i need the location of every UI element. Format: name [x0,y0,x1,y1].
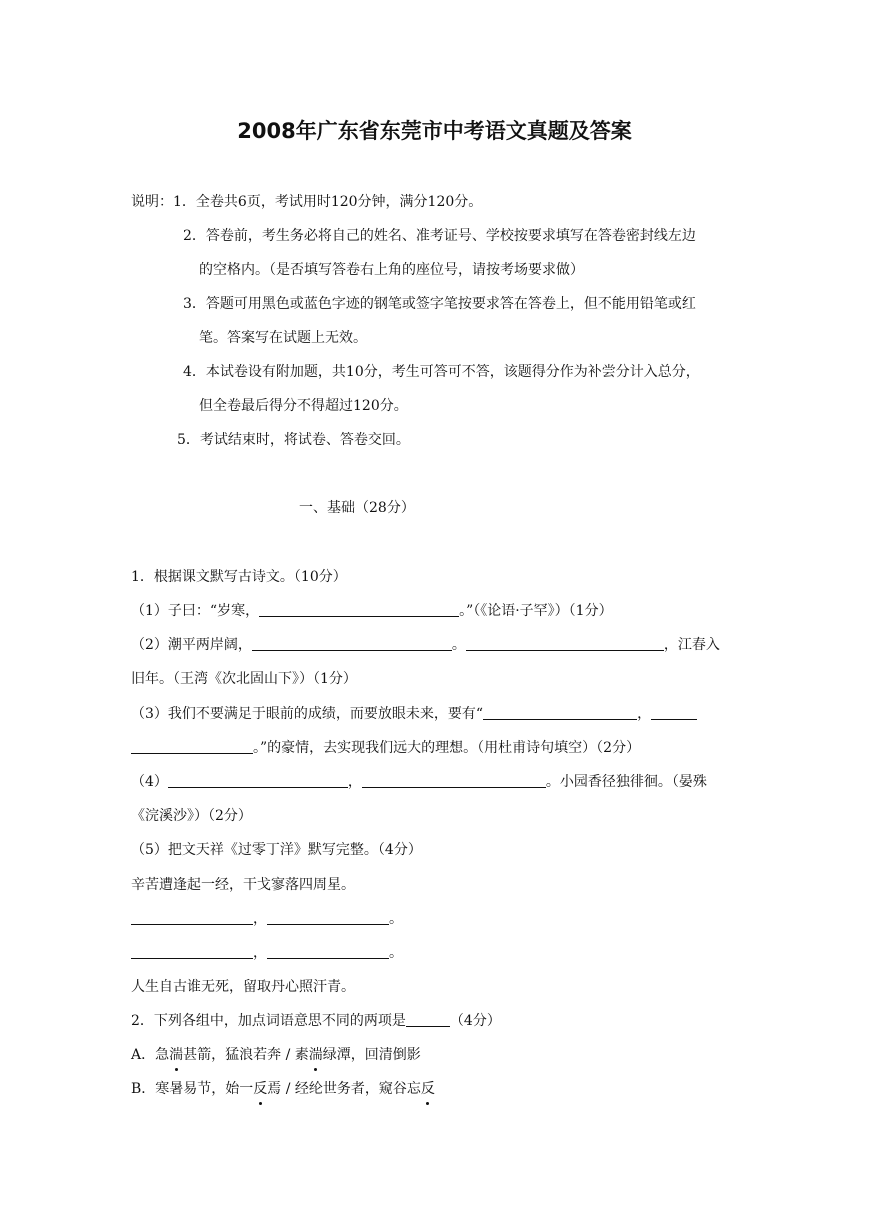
text: ，江春入 [663,637,720,653]
instruction-4-cont: 但全卷最后得分不得超过120分。 [199,398,408,414]
text: ， [253,911,267,927]
question-1-stem: 1．根据课文默写古诗文。（10分） [131,569,347,585]
emphasized-char: 反 [420,1081,435,1097]
answer-blank[interactable] [651,705,697,720]
poem-line-1: 辛苦遭逢起一经，干戈寥落四周星。 [131,877,355,893]
instruction-3-cont: 笔。答案写在试题上无效。 [199,330,367,346]
instruction-4: 4．本试卷设有附加题，共10分，考生可答可不答，该题得分作为补尝分计入总分， [183,364,700,380]
poem-blank-line-1 [131,909,403,929]
text: 。”的豪情，去实现我们远大的理想。（用杜甫诗句填空）（2分） [253,740,641,756]
answer-blank[interactable] [466,636,664,651]
text: （4分） [449,1013,501,1029]
text: 甚箭，猛浪若奔 / 素 [183,1047,309,1063]
question-1-part-2 [131,635,720,655]
text: ， [637,706,652,722]
question-1-part-3 [131,704,697,724]
text: ， [253,945,267,961]
text: 2．下列各组中，加点词语意思不同的两项是 [131,1013,406,1029]
text: 。”（《论语·子罕》）（1分） [459,603,613,619]
question-2-stem [131,1011,501,1031]
page-title: 2008年广东省东莞市中考语文真题及答案 [237,119,632,143]
text: 焉 / 经纶世务者，窥谷忘 [267,1081,421,1097]
answer-blank[interactable] [252,636,452,651]
question-1-part-5: （5）把文天祥《过零丁洋》默写完整。（4分） [131,842,422,858]
text: （3）我们不要满足于眼前的成绩，而要放眼未来，要有“ [131,706,484,722]
text: B．寒暑易节，始一 [131,1081,254,1097]
answer-blank[interactable] [406,1012,450,1027]
poem-line-last: 人生自古谁无死，留取丹心照汗青。 [131,979,355,995]
question-1-part-1 [131,601,613,621]
instruction-text: 1．全卷共6页，考试用时120分钟，满分120分。 [173,194,483,210]
answer-blank[interactable] [131,739,253,754]
question-1-part-2-cont: 旧年。（王湾《次北固山下》）（1分） [131,671,357,687]
text: A．急 [131,1047,170,1063]
section-heading: 一、基础（28分） [299,500,415,516]
answer-blank[interactable] [362,773,546,788]
question-2-option-a [131,1045,421,1065]
answer-blank[interactable] [131,910,253,925]
answer-blank[interactable] [259,602,459,617]
question-1-part-3-cont [131,738,640,758]
answer-blank[interactable] [168,773,348,788]
instruction-prefix: 说明： [131,194,173,210]
answer-blank[interactable] [267,910,389,925]
instruction-3: 3．答题可用黑色或蓝色字迹的钢笔或签字笔按要求答在答卷上，但不能用铅笔或红 [183,296,696,312]
text: 。 [451,637,466,653]
answer-blank[interactable] [483,705,637,720]
answer-blank[interactable] [267,944,389,959]
text: ， [347,774,362,790]
question-1-part-4-cont: 《浣溪沙》）（2分） [131,808,252,824]
question-1-part-4 [131,772,707,792]
instruction-5: 5．考试结束时，将试卷、答卷交回。 [177,432,410,448]
text: 绿潭，回清倒影 [322,1047,421,1063]
instruction-1 [131,192,482,212]
instruction-2: 2．答卷前，考生务必将自己的姓名、准考证号、学校按要求填写在答卷密封线左边 [183,228,696,244]
text: （1）子曰：“岁寒， [131,603,260,619]
text: 。 [389,911,403,927]
answer-blank[interactable] [131,944,253,959]
emphasized-char: 湍 [308,1047,323,1063]
emphasized-char: 湍 [169,1047,184,1063]
text: 。 [389,945,403,961]
text: （2）潮平两岸阔， [131,637,252,653]
emphasized-char: 反 [253,1081,268,1097]
instruction-2-cont: 的空格内。（是否填写答卷右上角的座位号，请按考场要求做） [199,262,584,278]
text: 。小园香径独徘徊。（晏殊 [545,774,707,790]
text: （4） [131,774,168,790]
poem-blank-line-2 [131,943,403,963]
question-2-option-b [131,1079,435,1099]
